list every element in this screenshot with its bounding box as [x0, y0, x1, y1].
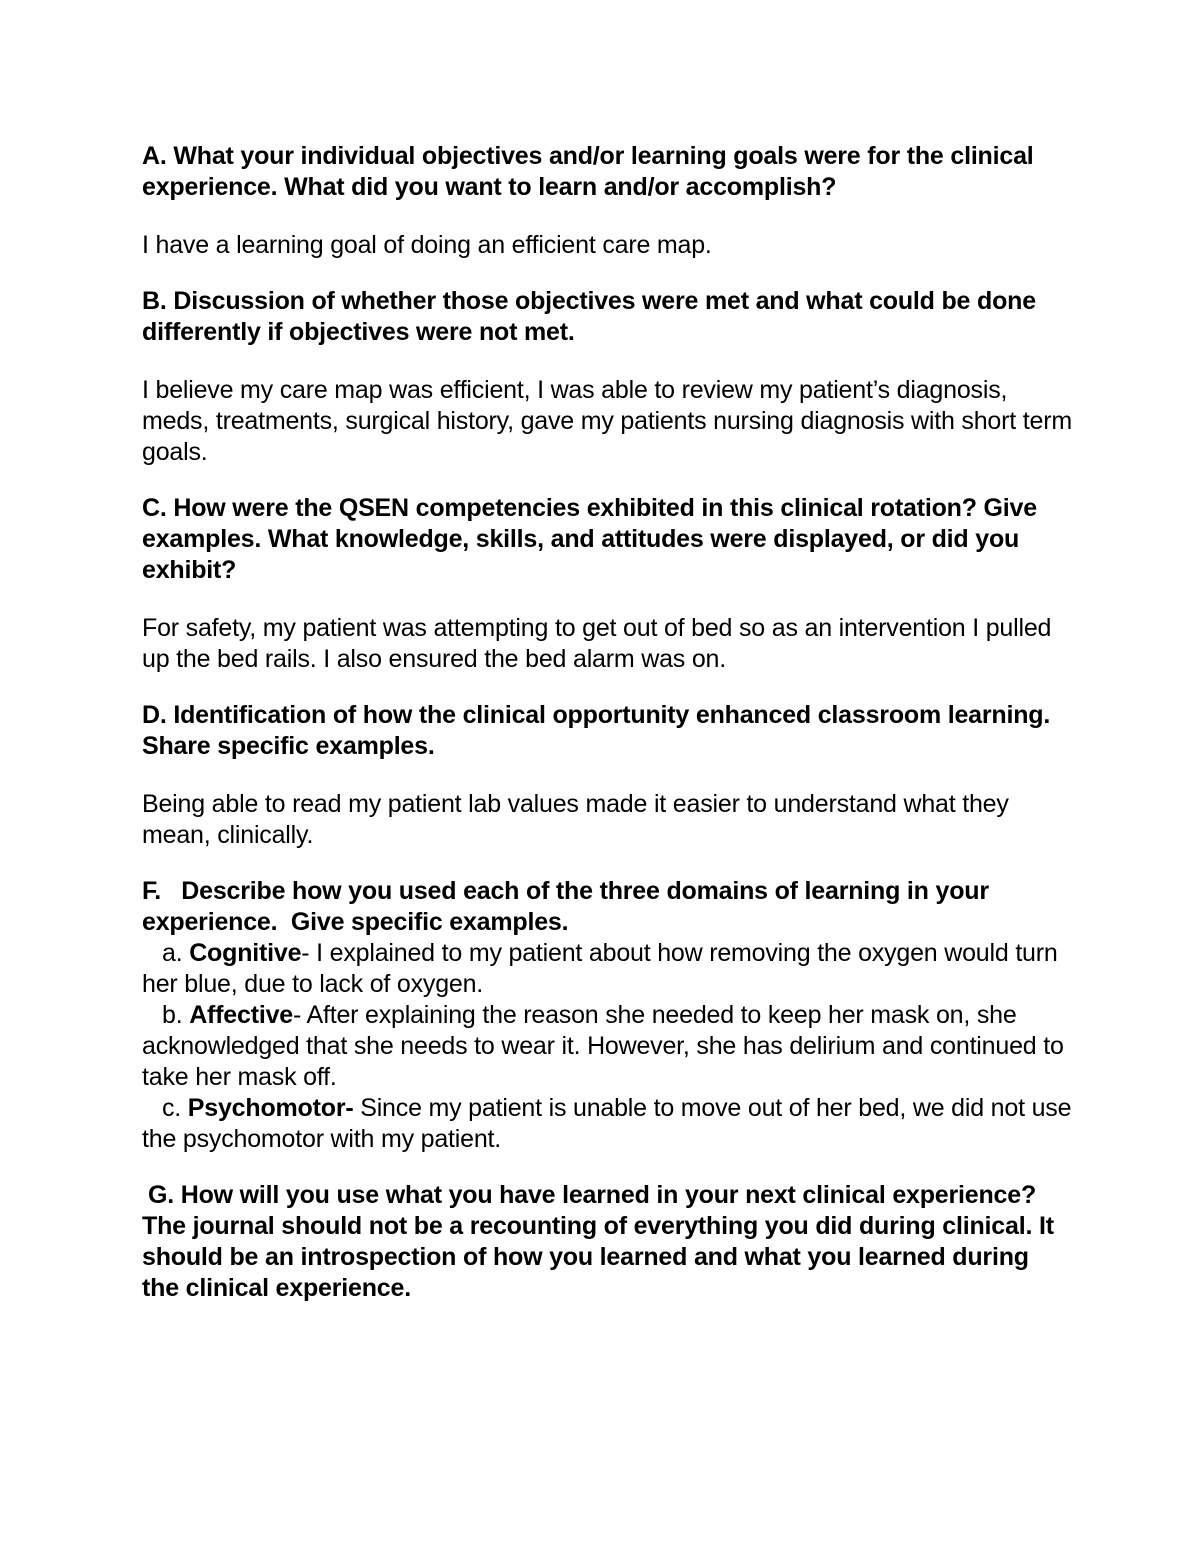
document-page — [142, 141, 1072, 1304]
question-f: F. Describe how you used each of the three domains of learning in your experience. Give specific examples. — [142, 877, 996, 936]
domain-letter: c. — [162, 1094, 182, 1122]
domain-term: Affective — [189, 1001, 293, 1029]
answer-c: For safety, my patient was attempting to get out of bed so as an intervention I pulled up the bed rails. I also ensured the bed alarm was on. — [142, 614, 1052, 673]
domain-affective — [142, 1000, 1072, 1093]
question-d: D. Identification of how the clinical opportunity enhanced classroom learning. Share specific examples. — [142, 701, 1051, 760]
answer-a: I have a learning goal of doing an efficient care map. — [142, 231, 712, 259]
question-b: B. Discussion of whether those objectives were met and what could be done differently if objectives were not met. — [142, 287, 1036, 346]
question-c: C. How were the QSEN competencies exhibited in this clinical rotation? Give examples. What knowledge, skills, and attitudes were displayed, or did you exhibit? — [142, 494, 1037, 584]
question-g — [142, 1180, 1072, 1304]
domain-term: Cognitive — [189, 939, 302, 967]
question-g-text: G. How will you use what you have learned in your next clinical experience? The journal should not be a recounting of everything you did during clinical. It should be an introspection of how you learned and what you learned during the clinical experience. — [142, 1181, 1054, 1302]
answer-d: Being able to read my patient lab values made it easier to understand what they mean, clinically. — [142, 790, 1009, 849]
domain-psychomotor — [142, 1093, 1072, 1155]
domain-text: Since my patient is unable to move out of her bed, we did not use the psychomotor with my patient. — [142, 1094, 1072, 1153]
domain-text: - I explained to my patient about how removing the oxygen would turn her blue, due to lack of oxygen. — [142, 939, 1058, 998]
answer-b: I believe my care map was efficient, I was able to review my patient’s diagnosis, meds, treatments, surgical history, gave my patients nursing diagnosis with short term goals. — [142, 376, 1072, 466]
question-a: A. What your individual objectives and/or learning goals were for the clinical experience. What did you want to learn and/or accomplish? — [142, 142, 1034, 201]
domain-text: - After explaining the reason she needed to keep her mask on, she acknowledged that she needs to wear it. However, she has delirium and continued to take her mask off. — [142, 1001, 1064, 1091]
domain-term: Psychomotor- — [187, 1094, 354, 1122]
domain-cognitive — [142, 938, 1072, 1000]
domain-letter: b. — [162, 1001, 183, 1029]
domain-letter: a. — [162, 939, 183, 967]
